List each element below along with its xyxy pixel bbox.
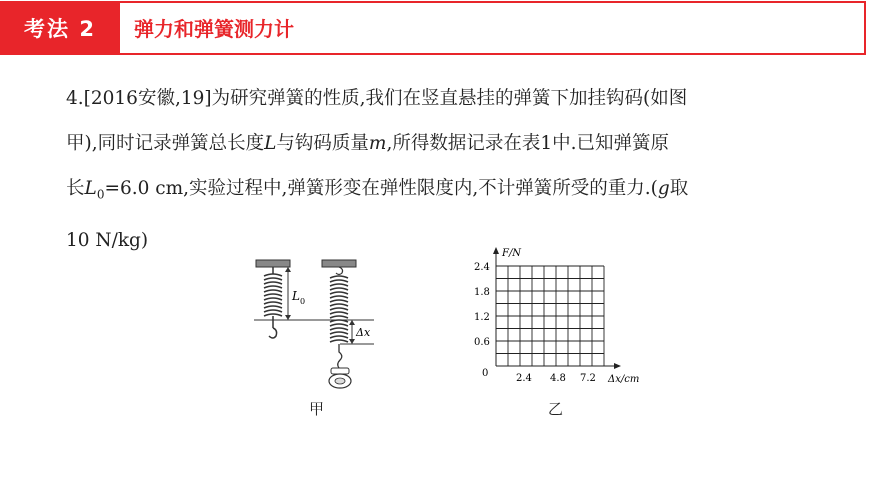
dx-arrow-up	[349, 320, 355, 325]
grid-lines	[496, 266, 604, 366]
label-L0-sub: 0	[300, 297, 306, 306]
var-m: m	[368, 133, 387, 154]
problem-line-3	[66, 166, 816, 218]
problem-line-4-text: 10 N/kg)	[66, 229, 149, 251]
section-header	[0, 0, 870, 56]
left-spring-coils	[264, 274, 282, 316]
origin-label: 0	[482, 368, 489, 379]
left-spring-mount	[256, 260, 290, 267]
y-tick-label: 1.2	[474, 312, 490, 323]
var-g: g	[657, 178, 670, 199]
problem-line-4	[66, 218, 816, 263]
problem-line-1	[66, 76, 816, 121]
x-tick-label: 7.2	[580, 373, 596, 384]
var-L0-subscript: 0	[96, 187, 105, 202]
var-L: L	[264, 133, 277, 154]
right-spring-coils	[330, 276, 348, 342]
y-tick-label: 0.6	[474, 337, 490, 348]
x-tick-label: 2.4	[516, 373, 532, 384]
label-dx: Δx	[356, 326, 371, 339]
figure-yi-grid	[466, 244, 686, 394]
x-axis-label: Δx/cm	[608, 374, 640, 385]
weight-hook-icon	[338, 344, 342, 368]
caption-jia: 甲	[309, 400, 325, 418]
label-L0: L	[292, 289, 300, 303]
x-axis-arrow	[614, 363, 621, 369]
hook-weight-top	[331, 368, 349, 374]
problem-line-1-text: 4.[2016安徽,19]为研究弹簧的性质,我们在竖直悬挂的弹簧下加挂钩码(如图	[66, 88, 688, 109]
x-tick-label: 4.8	[550, 373, 566, 384]
figure-jia-springs	[248, 252, 398, 402]
caption-yi: 乙	[548, 400, 564, 418]
var-L0: L	[84, 178, 97, 199]
y-axis-label: F/N	[502, 248, 522, 259]
y-tick-label: 2.4	[474, 262, 490, 273]
dx-arrow-down	[349, 339, 355, 344]
problem-line-2-c: ,所得数据记录在表1中.已知弹簧原	[386, 133, 670, 154]
y-axis-arrow	[493, 247, 499, 254]
y-tick-label: 1.8	[474, 287, 490, 298]
method-tag: 考法 2	[0, 1, 120, 55]
left-hook-icon	[269, 328, 277, 338]
problem-text	[66, 76, 816, 263]
problem-line-3-c: 取	[669, 178, 689, 199]
section-title: 弹力和弹簧测力计	[134, 17, 294, 41]
problem-line-2-b: 与钩码质量	[276, 133, 369, 154]
hook-weight-center	[335, 378, 345, 384]
problem-line-3-a: 长	[66, 178, 85, 199]
l0-arrow-up	[285, 267, 291, 272]
problem-line-3-b: =6.0 cm,实验过程中,弹簧形变在弹性限度内,不计弹簧所受的重力.(	[104, 178, 658, 199]
right-spring-mount	[322, 260, 356, 267]
title-box	[120, 1, 866, 55]
problem-line-2-a: 甲),同时记录弹簧总长度	[66, 133, 265, 154]
right-spring-top-hook	[336, 267, 343, 275]
problem-line-2	[66, 121, 816, 166]
l0-arrow-down	[285, 315, 291, 320]
